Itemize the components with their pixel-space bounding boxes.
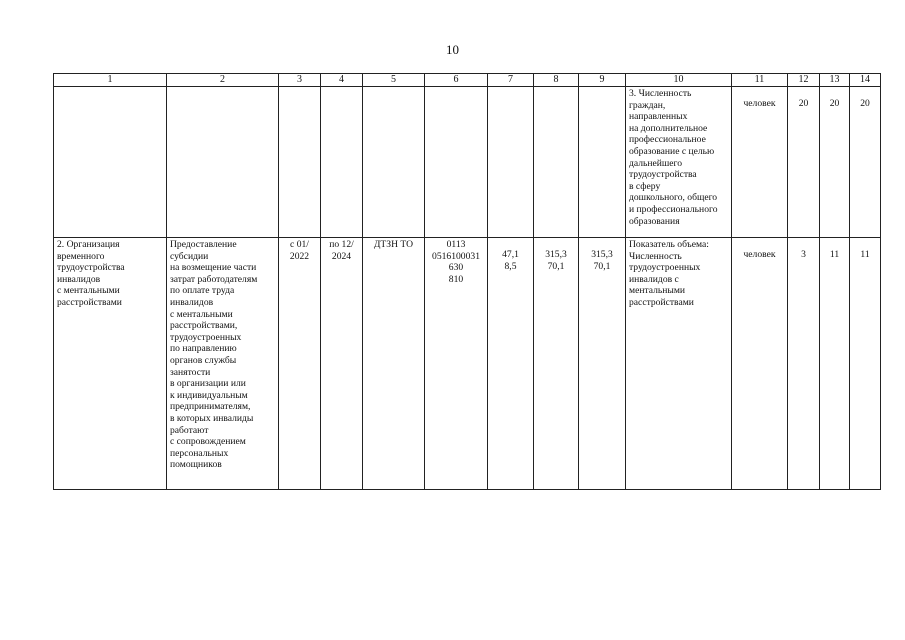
header-cell: 3	[279, 74, 321, 87]
header-cell: 2	[167, 74, 279, 87]
header-cell: 1	[54, 74, 167, 87]
empty-cell	[534, 87, 579, 238]
value-cell: 11	[820, 238, 850, 490]
unit-cell: человек	[732, 87, 788, 238]
page-number: 10	[446, 42, 459, 57]
empty-cell	[321, 87, 363, 238]
start-date-cell: с 01/ 2022	[279, 238, 321, 490]
executor-cell: ДТЗН ТО	[363, 238, 425, 490]
header-cell: 13	[820, 74, 850, 87]
amount-cell: 47,1 8,5	[488, 238, 534, 490]
table-row	[54, 87, 881, 238]
empty-cell	[54, 87, 167, 238]
indicator-cell: 3. Численность граждан, направленных на дополнительное профессиональное образование с целью дальнейшего трудоустройства в сферу дошкольного, общего и профессионального образования	[626, 87, 732, 238]
end-date-cell: по 12/ 2024	[321, 238, 363, 490]
amount-cell: 315,3 70,1	[534, 238, 579, 490]
amount-cell: 315,3 70,1	[579, 238, 626, 490]
value-cell: 20	[850, 87, 881, 238]
header-cell: 4	[321, 74, 363, 87]
table-header-row	[54, 74, 881, 87]
header-cell: 6	[425, 74, 488, 87]
table-row	[54, 238, 881, 490]
empty-cell	[425, 87, 488, 238]
header-cell: 8	[534, 74, 579, 87]
unit-cell: человек	[732, 238, 788, 490]
header-cell: 12	[788, 74, 820, 87]
empty-cell	[167, 87, 279, 238]
empty-cell	[363, 87, 425, 238]
header-cell: 10	[626, 74, 732, 87]
description-cell: Предоставление субсидии на возмещение части затрат работодателям по оплате труда инвалидов с ментальными расстройствами, трудоустроенных по направлению органов службы занятости в организации или к индивидуальным предпринимателям, в которых инвалиды работают с сопровождением персональных помощников	[167, 238, 279, 490]
header-cell: 9	[579, 74, 626, 87]
program-table	[53, 73, 881, 490]
value-cell: 20	[788, 87, 820, 238]
value-cell: 11	[850, 238, 881, 490]
indicator-cell: Показатель объема: Численность трудоустроенных инвалидов с ментальными расстройствами	[626, 238, 732, 490]
empty-cell	[488, 87, 534, 238]
header-cell: 11	[732, 74, 788, 87]
empty-cell	[279, 87, 321, 238]
value-cell: 3	[788, 238, 820, 490]
value-cell: 20	[820, 87, 850, 238]
header-cell: 7	[488, 74, 534, 87]
empty-cell	[579, 87, 626, 238]
budget-code-cell: 0113 0516100031 630 810	[425, 238, 488, 490]
header-cell: 14	[850, 74, 881, 87]
header-cell: 5	[363, 74, 425, 87]
measure-name-cell: 2. Организация временного трудоустройства инвалидов с ментальными расстройствами	[54, 238, 167, 490]
